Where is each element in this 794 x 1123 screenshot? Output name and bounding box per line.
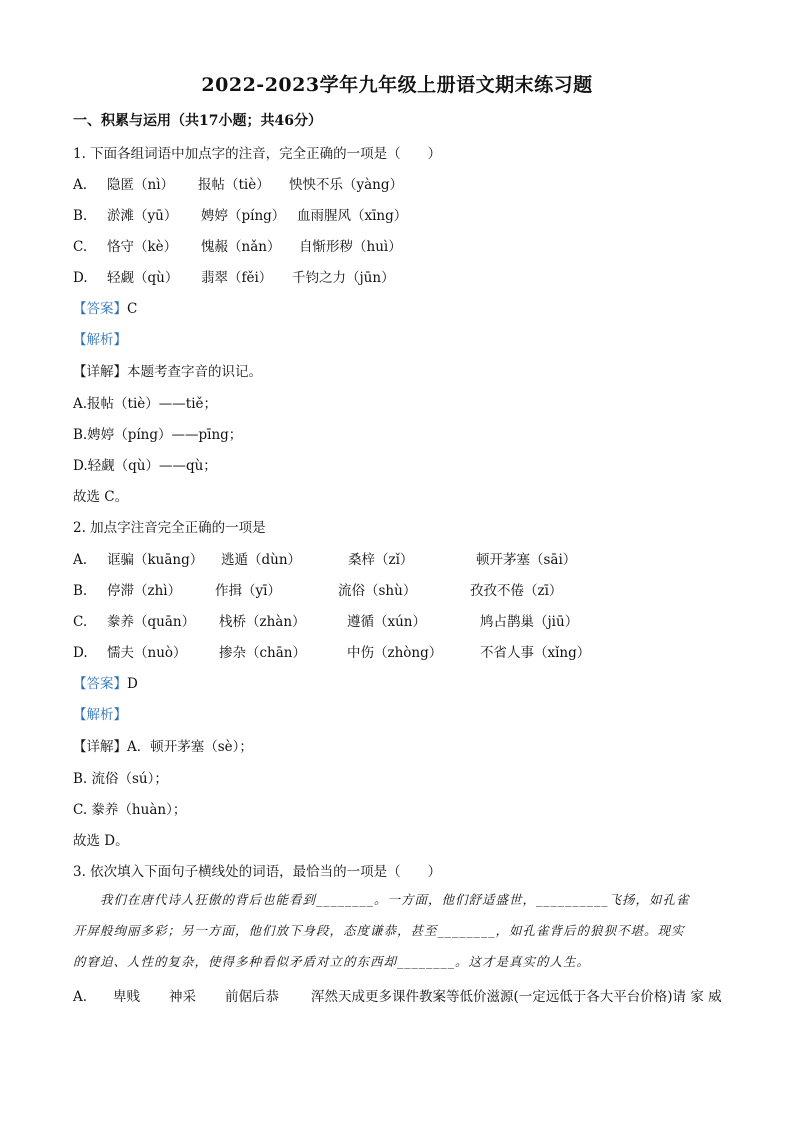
option-item: 卑贱 (113, 989, 140, 1005)
option-item: 报帖（tiè） (198, 177, 270, 193)
option-item: 自惭形秽（huì） (299, 239, 402, 255)
answer-value: D (127, 676, 138, 692)
option-label: B. (73, 583, 88, 599)
passage-line: 我们在唐代诗人狂傲的背后也能看到________。一方面，他们舒适盛世，__________飞扬，如孔雀 (100, 892, 690, 907)
option-item: 轻觑（qù） (107, 270, 179, 286)
option-item: 作揖（yī） (215, 583, 281, 599)
q1-option-c (73, 235, 402, 255)
q3-option-a (73, 985, 722, 1005)
q1-detail-line: D.轻觑（qù）——qù； (73, 458, 217, 474)
q2-option-a (73, 548, 576, 568)
option-item: 逃遁（dùn） (221, 552, 302, 568)
option-label: A. (73, 177, 88, 193)
detail-tag: 【详解】 (73, 364, 127, 380)
passage-line: 的窘迫、人性的复杂，使得多种看似矛盾对立的东西却________。这才是真实的人生。 (73, 954, 591, 969)
q1-option-b (73, 204, 407, 224)
option-item: 血雨腥风（xīng） (297, 208, 408, 224)
option-label: C. (73, 614, 88, 630)
option-item: 浑然天成更多课件教案等低价滋源(一定远低于各大平台价格)请 家 威 (311, 989, 722, 1005)
option-item: 不省人事（xǐng） (480, 645, 591, 661)
detail-text: 本题考查字音的识记。 (127, 364, 262, 380)
option-item: 恪守（kè） (107, 239, 178, 255)
detail-text: A．顿开茅塞（sè）； (127, 739, 253, 755)
q1-answer (73, 297, 137, 317)
option-item: 掺杂（chān） (219, 645, 306, 661)
q1-option-d (73, 266, 395, 286)
q2-option-b (73, 579, 562, 599)
q2-detail-line: C. 豢养（huàn）； (73, 802, 187, 818)
option-item: 桑梓（zǐ） (348, 552, 414, 568)
option-item: 栈桥（zhàn） (219, 614, 306, 630)
page-title: 2022-2023学年九年级上册语文期末练习题 (201, 74, 593, 96)
passage-line: 开屏般绚丽多彩；另一方面，他们放下身段，态度谦恭，甚至________，如孔雀背后的狼狈不堪。现实 (73, 923, 685, 938)
detail-tag: 【详解】 (73, 739, 127, 755)
option-label: D. (73, 645, 88, 661)
option-item: 流俗（shù） (338, 583, 417, 599)
option-item: 娉婷（píng） (201, 208, 286, 224)
q1-detail (73, 360, 262, 380)
q2-analysis-tag: 【解析】 (73, 707, 127, 723)
answer-value: C (127, 301, 138, 317)
option-item: 愧赧（nǎn） (201, 239, 281, 255)
q2-detail-line: B. 流俗（sú）； (73, 771, 168, 787)
q2-conclusion: 故选 D。 (73, 833, 129, 849)
option-item: 遵循（xún） (347, 614, 427, 630)
option-item: 千钧之力（jūn） (292, 270, 395, 286)
option-item: 隐匿（nì） (107, 177, 175, 193)
answer-tag: 【答案】 (73, 301, 127, 317)
option-item: 鸠占鹊巢（jiū） (480, 614, 579, 630)
option-label: A. (73, 989, 88, 1005)
q1-conclusion: 故选 C。 (73, 489, 129, 505)
q1-detail-line: A.报帖（tiè）——tiě； (73, 396, 218, 412)
option-item: 孜孜不倦（zī） (470, 583, 563, 599)
q1-detail-line: B.娉婷（píng）——pīng； (73, 427, 243, 443)
question-1-stem: 1. 下面各组词语中加点字的注音，完全正确的一项是（ ） (73, 146, 442, 162)
option-item: 翡翠（fěi） (201, 270, 273, 286)
section-heading: 一、积累与运用（共17小题；共46分） (73, 113, 322, 129)
option-label: C. (73, 239, 88, 255)
option-item: 顿开茅塞（sāi） (476, 552, 577, 568)
option-item: 神采 (169, 989, 196, 1005)
option-item: 怏怏不乐（yàng） (289, 177, 404, 193)
question-3-stem: 3. 依次填入下面句子横线处的词语，最恰当的一项是（ ） (73, 864, 442, 880)
option-item: 懦夫（nuò） (107, 645, 187, 661)
option-item: 停滞（zhì） (107, 583, 182, 599)
answer-tag: 【答案】 (73, 676, 127, 692)
option-label: A. (73, 552, 88, 568)
option-item: 诓骗（kuāng） (107, 552, 204, 568)
q1-option-a (73, 173, 403, 193)
option-label: D. (73, 270, 88, 286)
q2-answer (73, 672, 138, 692)
q2-detail (73, 735, 253, 755)
option-item: 豢养（quān） (107, 614, 196, 630)
q2-option-d (73, 641, 590, 661)
option-item: 前倨后恭 (225, 989, 279, 1005)
option-item: 中伤（zhòng） (347, 645, 443, 661)
option-label: B. (73, 208, 88, 224)
q1-analysis-tag: 【解析】 (73, 332, 127, 348)
q2-option-c (73, 610, 578, 630)
option-item: 淤滩（yū） (107, 208, 178, 224)
question-2-stem: 2. 加点字注音完全正确的一项是 (73, 520, 266, 536)
